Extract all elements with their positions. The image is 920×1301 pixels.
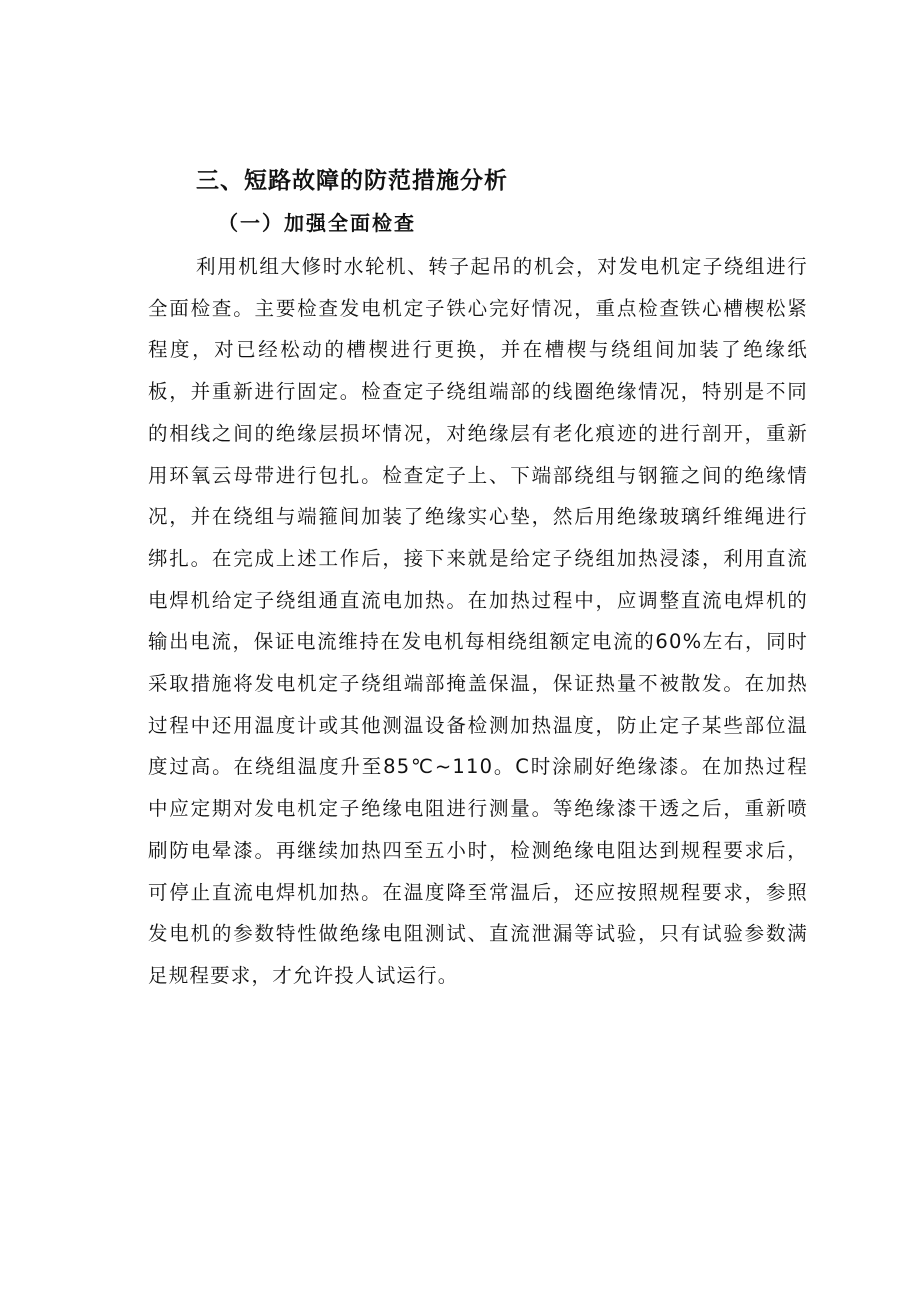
subsection-heading: （一）加强全面检查 bbox=[218, 211, 416, 235]
body-paragraph: 利用机组大修时水轮机、转子起吊的机会，对发电机定子绕组进行全面检查。主要检查发电机定子铁心完好情况，重点检查铁心槽楔松紧程度，对已经松动的槽楔进行更换，并在槽楔与绕组间加装了绝缘纸板，并重新进行固定。检查定子绕组端部的线圈绝缘情况，特别是不同的相线之间的绝缘层损坏情况，对绝缘层有老化痕迹的进行剖开，重新用环氧云母带进行包扎。检查定子上、下端部绕组与钢箍之间的绝缘情况，并在绕组与端箍间加装了绝缘实心垫，然后用绝缘玻璃纤维绳进行绑扎。在完成上述工作后，接下来就是给定子绕组加热浸漆，利用直流电焊机给定子绕组通直流电加热。在加热过程中，应调整直流电焊机的输出电流，保证电流维持在发电机每相绕组额定电流的60%左右，同时采取措施将发电机定子绕组端部掩盖保温，保证热量不被散发。在加热过程中还用温度计或其他测温设备检测加热温度，防止定子某些部位温度过高。在绕组温度升至85℃~110。C时涂刷好绝缘漆。在加热过程中应定期对发电机定子绝缘电阻进行测量。等绝缘漆干透之后，重新喷刷防电晕漆。再继续加热四至五小时，检测绝缘电阻达到规程要求后，可停止直流电焊机加热。在温度降至常温后，还应按照规程要求，参照发电机的参数特性做绝缘电阻测试、直流泄漏等试验，只有试验参数满足规程要求，才允许投人试运行。 bbox=[148, 255, 808, 987]
section-heading: 三、短路故障的防范措施分析 bbox=[196, 168, 508, 194]
